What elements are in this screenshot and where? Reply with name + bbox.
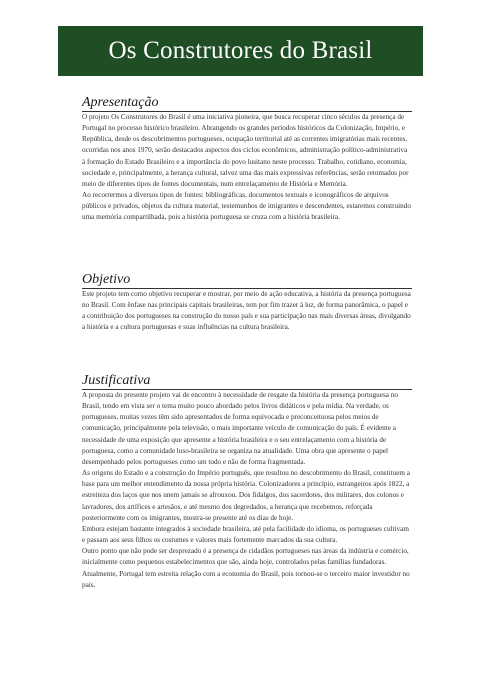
paragraph: As origens do Estado e a construção do Império português, que resultou no descobrimento do Brasil, constituem a base para um melhor entendimento da nossa própria história. Colonizadores a princípio, estrangeiros após 1822, a estreiteza dos laços que nos unem jamais se afrouxou. Dos fidalgos, dos sacerdotes, dos militares, dos colonos e lavradores, dos artífices e artesãos, e até mesmo dos degredados, a herança que recebemos, reforçada posteriormente com os imigrantes, mostra-se presente até os dias de hoje. (82, 469, 410, 522)
section-heading-apresentacao: Apresentação (82, 96, 412, 112)
section-apresentacao (82, 96, 412, 224)
paragraph: Embora estejam bastante integrados à sociedade brasileira, até pela facilidade do idioma, os portugueses cultivam e passam aos seus filhos os costumes e valores mais fortemente marcados da sua cultura. (82, 524, 409, 545)
paragraph: A proposta do presente projeto vai de encontro à necessidade de resgate da história da presença portuguesa no Brasil, tendo em vista ser o tema muito pouco abordado pelos livros didáticos e pela mídia. Na verdade, os portugueses, muitas vezes têm sido apresentados de forma equivocada e preconceituosa pelos meios de comunicação, principalmente pela televisão, o mais importante veículo de comunicação do país. É evidente a necessidade de uma exposição que apresente a história brasileira e o seu entrelaçamento com a história de portuguesa, como a comunidade luso-brasileira se organiza na atualidade. Uma obra que apresente o papel desempenhado pelos portugueses como um todo e não de forma fragmentada. (82, 391, 398, 466)
section-objetivo (82, 273, 412, 334)
paragraph: Ao recorrermos a diversos tipos de fontes: bibliográficas, documentos textuais e iconográficos de arquivos públicos e privados, objetos da cultura material, testemunhos de imigrantes e descendentes, estaremos construindo uma memória compartilhada, pois a história portuguesa se cruza com a história brasileira. (82, 191, 411, 222)
page-title: Os Construtores do Brasil (108, 37, 373, 64)
section-heading-objetivo: Objetivo (82, 273, 412, 289)
section-justificativa (82, 374, 412, 591)
paragraph: Outro ponto que não pode ser desprezado é a presença de cidadãos portugueses nas áreas da indústria e comércio, inicialmente como pequenos estabelecimentos que são, ainda hoje, controlados pelas famílias fundadoras. Atualmente, Portugal tem estreita relação com a economia do Brasil, pois tornou-se o terceiro maior investidor no país. (82, 547, 410, 589)
title-banner (58, 26, 423, 76)
paragraph: Este projeto tem como objetivo recuperar e mostrar, por meio de ação educativa, a história da presença portuguesa no Brasil. Com ênfase nas principais capitais brasileiras, tem por fim trazer à luz, de forma panorâmica, o papel e a contribuição dos portugueses na construção do nosso país e sua participação nas mais diversas áreas, divulgando a história e a cultura portuguesas e suas influências na cultura brasileira. (82, 290, 411, 332)
paragraph: O projeto Os Construtores do Brasil é uma iniciativa pioneira, que busca recuperar cinco séculos da presença de Portugal no processo histórico brasileiro. Abrangendo os grandes períodos históricos da Colonização, Império, e República, desde os descobrimentos portugueses, ocupação territorial até as correntes imigratórias mais recentes, ocorridas nos anos 1970, serão destacados aspectos dos ciclos econômicos, administração político-administrativa à formação do Estado Brasileiro e a importância do povo lusitano neste processo. Trabalho, cotidiano, economia, sociedade e, principalmente, a herança cultural, talvez uma das mais expressivas referências, serão retomados por meio de diferentes tipos de fontes documentais, num entrelaçamento de História e Memória. (82, 113, 409, 188)
section-heading-justificativa: Justificativa (82, 374, 412, 390)
